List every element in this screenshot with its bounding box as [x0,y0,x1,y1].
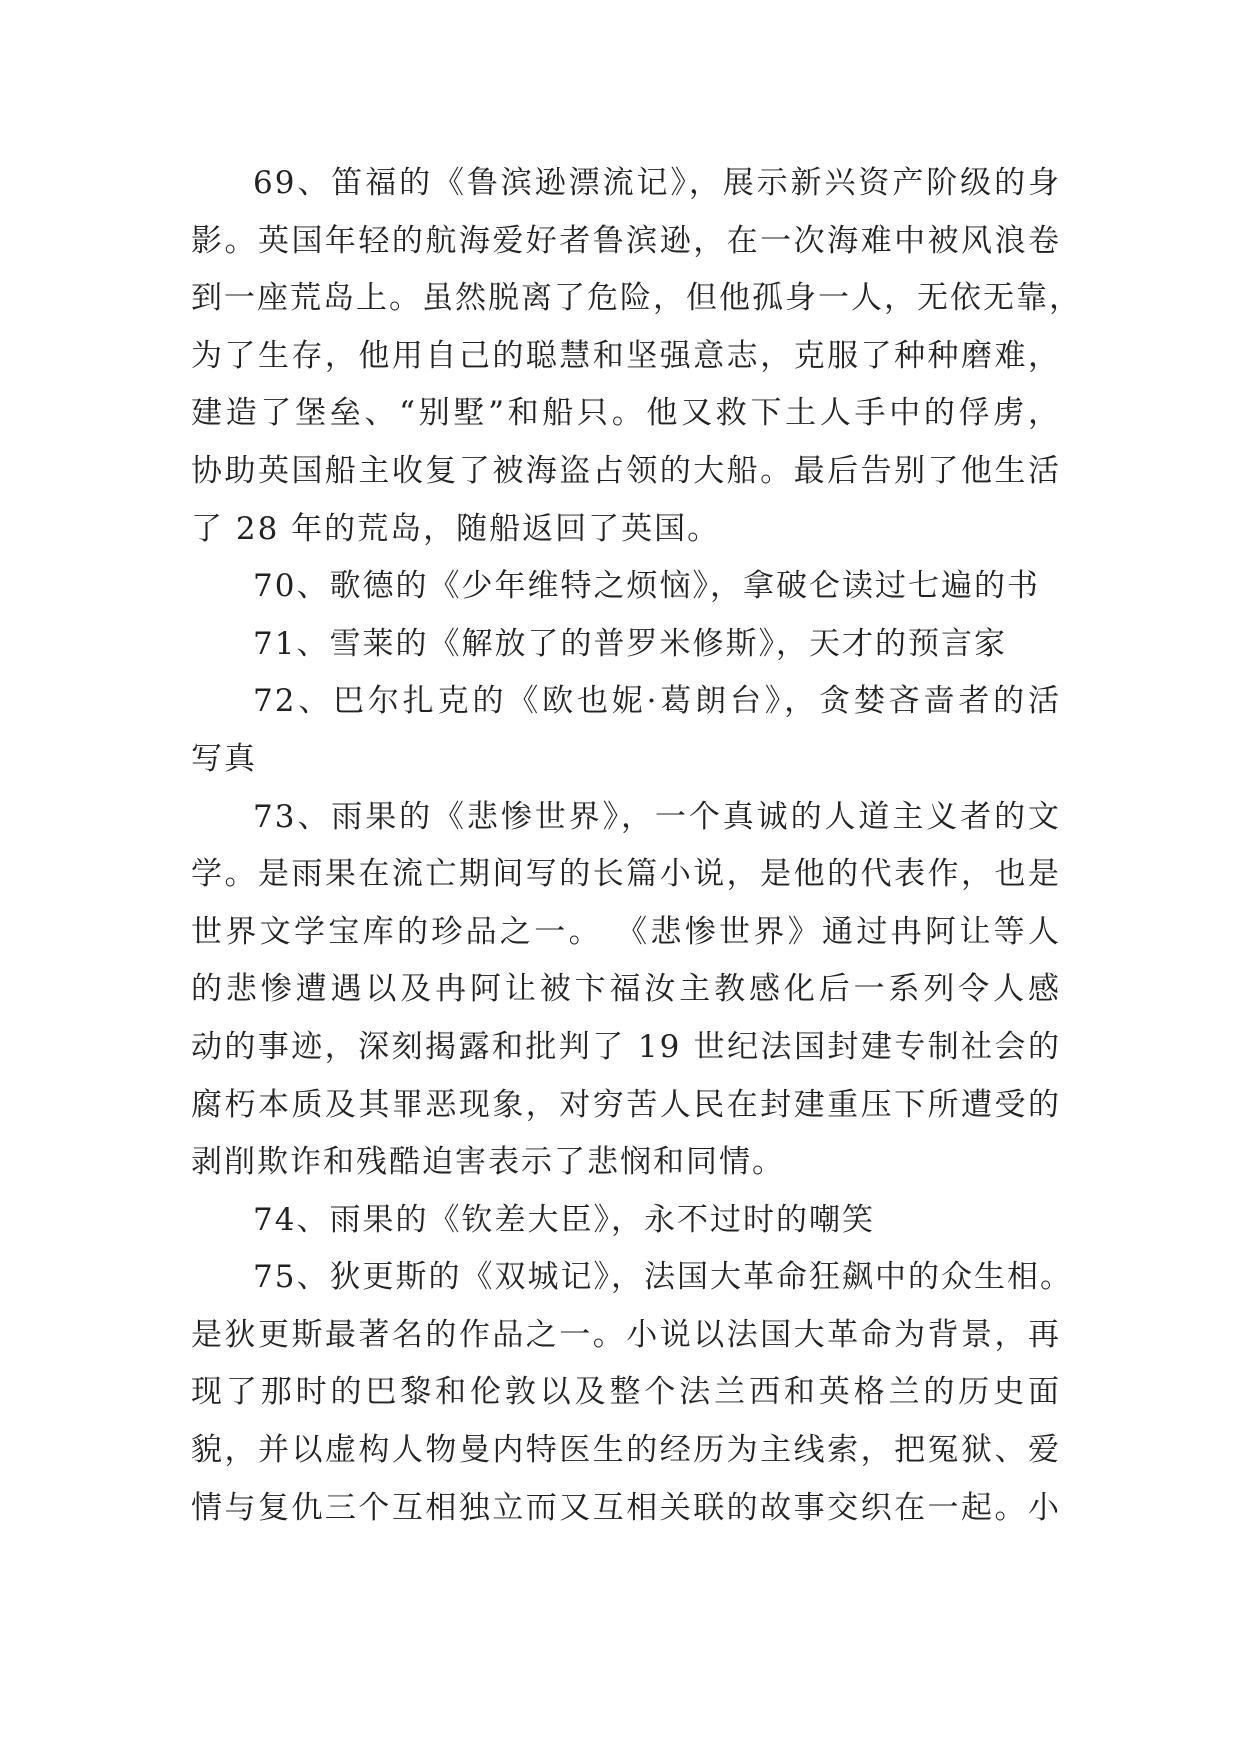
paragraph-69-line-2: 影。英国年轻的航海爱好者鲁滨逊，在一次海难中被风浪卷 [191,222,1061,259]
paragraph-75-line-1: 75、狄更斯的《双城记》，法国大革命狂飙中的众生相。 [253,1259,1073,1296]
paragraph-69-line-5: 建造了堡垒、“别墅”和船只。他又救下土人手中的俘虏， [191,395,1061,432]
paragraph-69-line-6: 协助英国船主收复了被海盗占领的大船。最后告别了他生活 [191,452,1061,489]
paragraph-73-line-5: 动的事迹，深刻揭露和批判了 19 世纪法国封建专制社会的 [191,1028,1061,1065]
paragraph-69-line-4: 为了生存，他用自己的聪慧和坚强意志，克服了种种磨难， [191,337,1061,374]
paragraph-75-line-4: 貌，并以虚构人物曼内特医生的经历为主线索，把冤狱、爱 [191,1432,1061,1469]
paragraph-72-line-1: 72、巴尔扎克的《欧也妮·葛朗台》，贪婪吝啬者的活 [253,683,1061,720]
paragraph-75-line-3: 现了那时的巴黎和伦敦以及整个法兰西和英格兰的历史面 [191,1374,1061,1411]
paragraph-73-line-6: 腐朽本质及其罪恶现象，对穷苦人民在封建重压下所遭受的 [191,1086,1061,1123]
paragraph-69-line-7: 了 28 年的荒岛，随船返回了英国。 [191,510,721,547]
paragraph-69-line-1: 69、笛福的《鲁滨逊漂流记》，展示新兴资产阶级的身 [253,165,1061,201]
paragraph-69-line-3: 到一座荒岛上。虽然脱离了危险，但他孤身一人，无依无靠， [191,280,1082,317]
paragraph-74: 74、雨果的《钦差大臣》，永不过时的嘲笑 [253,1201,875,1238]
paragraph-73-line-1: 73、雨果的《悲惨世界》，一个真诚的人道主义者的文 [253,798,1061,835]
paragraph-75-line-2: 是狄更斯最著名的作品之一。小说以法国大革命为背景，再 [191,1316,1061,1353]
document-body [191,155,1082,1537]
paragraph-73-line-4: 的悲惨遭遇以及冉阿让被卞福汝主教感化后一系列令人感 [191,971,1061,1008]
paragraph-72-line-2: 写真 [191,740,257,777]
paragraph-70: 70、歌德的《少年维特之烦恼》，拿破仑读过七遍的书 [253,568,1040,605]
paragraph-75-line-5: 情与复仇三个互相独立而又互相关联的故事交织在一起。小 [191,1489,1061,1526]
paragraph-73-line-7: 剥削欺诈和残酷迫害表示了悲悯和同情。 [191,1144,785,1181]
paragraph-73-line-3: 世界文学宝库的珍品之一。 《悲惨世界》通过冉阿让等人 [191,913,1061,950]
paragraph-71: 71、雪莱的《解放了的普罗米修斯》，天才的预言家 [253,625,1007,662]
paragraph-73-line-2: 学。是雨果在流亡期间写的长篇小说，是他的代表作，也是 [191,856,1061,893]
